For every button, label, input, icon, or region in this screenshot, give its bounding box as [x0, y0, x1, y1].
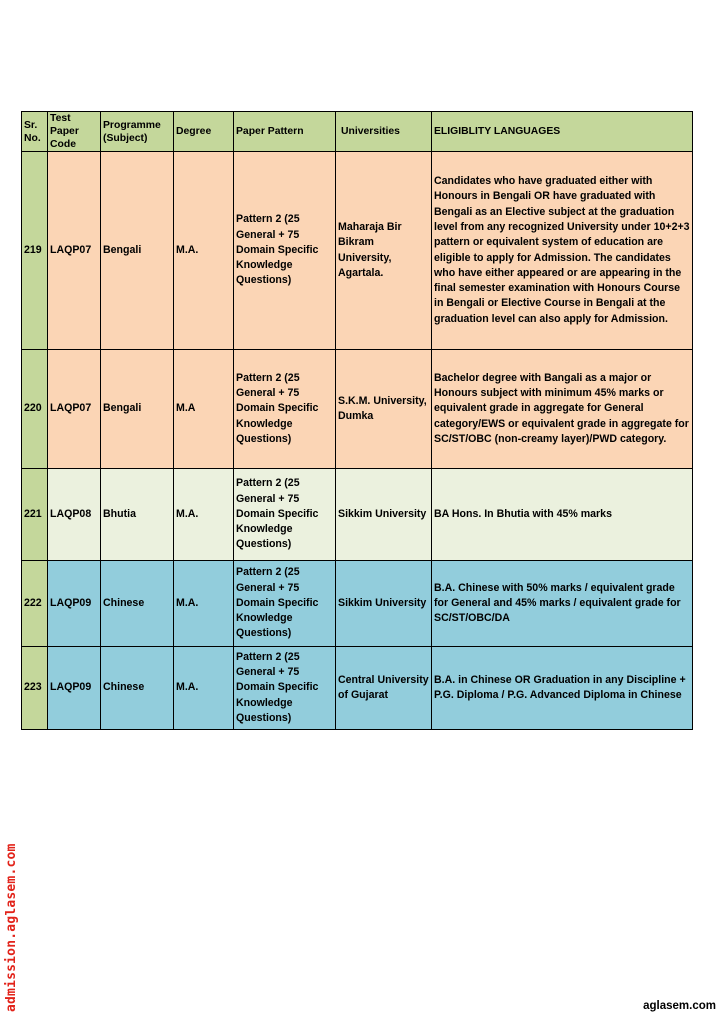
sr-no-cell: 221 — [22, 469, 48, 561]
table-row — [22, 152, 693, 350]
pattern-cell: Pattern 2 (25 General + 75 Domain Specific Knowledge Questions) — [234, 647, 336, 730]
degree-cell: M.A. — [174, 647, 234, 730]
pattern-cell: Pattern 2 (25 General + 75 Domain Specific Knowledge Questions) — [234, 152, 336, 350]
sr-no-cell: 219 — [22, 152, 48, 350]
university-cell: S.K.M. University, Dumka — [336, 350, 432, 469]
table-row — [22, 350, 693, 469]
paper-code-cell: LAQP07 — [48, 152, 101, 350]
pattern-cell: Pattern 2 (25 General + 75 Domain Specific Knowledge Questions) — [234, 561, 336, 647]
eligibility-cell: Bachelor degree with Bangali as a major or Honours subject with minimum 45% marks or equivalent grade in aggregate for General category/EWS or equivalent grade in aggregate for SC/ST/OBC (non-creamy layer)/PWD category. — [432, 350, 693, 469]
programme-cell: Chinese — [101, 561, 174, 647]
university-cell: Sikkim University — [336, 561, 432, 647]
paper-code-cell: LAQP09 — [48, 561, 101, 647]
programme-cell: Bengali — [101, 152, 174, 350]
col-paper-pattern: Paper Pattern — [234, 112, 336, 152]
col-test-paper-code: Test Paper Code — [48, 112, 101, 152]
table-row — [22, 647, 693, 730]
paper-code-cell: LAQP08 — [48, 469, 101, 561]
paper-code-cell: LAQP07 — [48, 350, 101, 469]
col-sr-no: Sr. No. — [22, 112, 48, 152]
programme-cell: Bhutia — [101, 469, 174, 561]
degree-cell: M.A — [174, 350, 234, 469]
col-programme: Programme (Subject) — [101, 112, 174, 152]
corner-watermark: aglasem.com — [643, 1000, 716, 1012]
pattern-cell: Pattern 2 (25 General + 75 Domain Specific Knowledge Questions) — [234, 469, 336, 561]
sr-no-cell: 220 — [22, 350, 48, 469]
university-cell: Maharaja Bir Bikram University, Agartala. — [336, 152, 432, 350]
programme-cell: Chinese — [101, 647, 174, 730]
degree-cell: M.A. — [174, 469, 234, 561]
paper-code-cell: LAQP09 — [48, 647, 101, 730]
eligibility-table — [21, 111, 693, 730]
side-watermark: admission.aglasem.com — [4, 843, 19, 1012]
eligibility-cell: B.A. in Chinese OR Graduation in any Discipline + P.G. Diploma / P.G. Advanced Diploma in Chinese — [432, 647, 693, 730]
pattern-cell: Pattern 2 (25 General + 75 Domain Specific Knowledge Questions) — [234, 350, 336, 469]
sr-no-cell: 223 — [22, 647, 48, 730]
col-degree: Degree — [174, 112, 234, 152]
table-row — [22, 561, 693, 647]
degree-cell: M.A. — [174, 152, 234, 350]
university-cell: Central University of Gujarat — [336, 647, 432, 730]
degree-cell: M.A. — [174, 561, 234, 647]
sr-no-cell: 222 — [22, 561, 48, 647]
header-row — [22, 112, 693, 152]
eligibility-cell: BA Hons. In Bhutia with 45% marks — [432, 469, 693, 561]
col-universities: Universities — [336, 112, 432, 152]
table-row — [22, 469, 693, 561]
eligibility-cell: B.A. Chinese with 50% marks / equivalent grade for General and 45% marks / equivalent grade for SC/ST/OBC/DA — [432, 561, 693, 647]
eligibility-cell: Candidates who have graduated either with Honours in Bengali OR have graduated with Bengali as an Elective subject at the graduation level from any recognized University under 10+2+3 pattern or equivalent system of education are eligible to apply for Admission. The candidates who have either appeared or are appearing in the final semester examination with Honours Course in Bengali or Elective Course in Bengali at the graduation level can also apply for Admission. — [432, 152, 693, 350]
university-cell: Sikkim University — [336, 469, 432, 561]
programme-cell: Bengali — [101, 350, 174, 469]
col-eligibility: ELIGIBLITY LANGUAGES — [432, 112, 693, 152]
